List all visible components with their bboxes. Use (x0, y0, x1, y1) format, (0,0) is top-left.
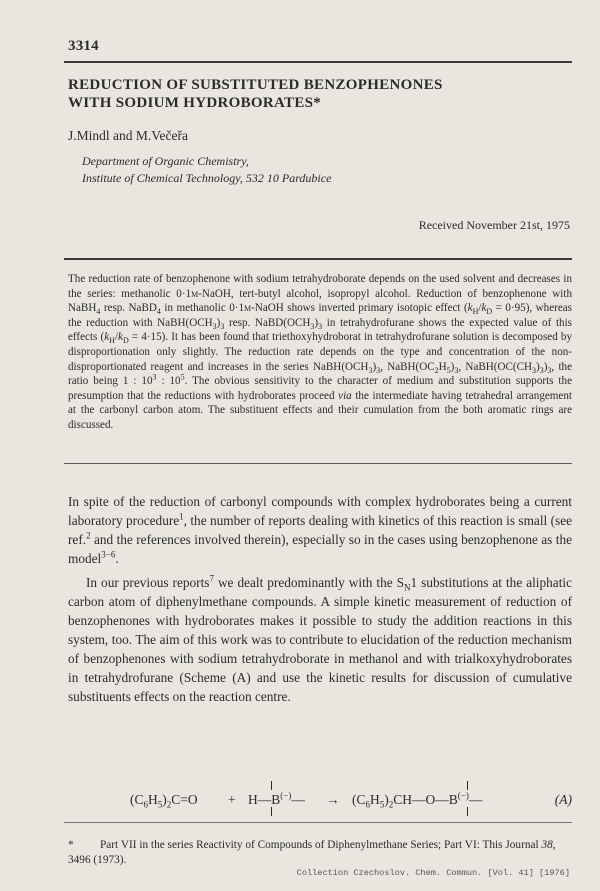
footnote-rule (64, 822, 572, 823)
title-line-2: WITH SODIUM HYDROBORATES* (68, 95, 322, 111)
eq-plus: + (228, 792, 236, 807)
scheme-a-equation (130, 776, 572, 816)
article-title (68, 76, 538, 112)
eq-product: $(C_6H_5)_2CH—O—B^{(-)}—$ (352, 790, 483, 810)
header-rule (64, 61, 572, 63)
affiliation-line-2: Institute of Chemical Technology, 532 10 Pardubice (82, 171, 332, 185)
footnote-mark: * (68, 839, 74, 851)
eq-reactant: $(C_6H_5)_2C=O$ (130, 792, 198, 810)
footnote-text: Part VII in the series Reactivity of Compounds of Diphenylmethane Series; Part VI: This Journal 38, 3496 (1973). (68, 839, 556, 866)
eq-arrow: → (326, 792, 340, 807)
footnote (68, 838, 572, 868)
abstract-bottom-rule (64, 463, 572, 464)
authors: J.Mindl and M.Večeřa (68, 128, 188, 143)
eq-label: (A) (554, 792, 572, 807)
page-number: 3314 (68, 38, 99, 54)
abstract-text: The reduction rate of benzophenone with sodium tetrahydroborate depends on the used solvent and decreases in the series: methanolic 0·1 (68, 273, 572, 300)
affiliation (82, 153, 331, 187)
journal-citation: Collection Czechoslov. Chem. Commun. [Vol. 41] [1976] (296, 868, 570, 878)
abstract: The reduction rate of benzophenone with sodium tetrahydroborate depends on the used solvent and decreases in the series: methanolic 0·1m-NaOH, tert-butyl alcohol, isopropyl alcohol. Reduction of benzophenone with NaBH$_4$ resp. NaBD$_4$ in methanolic 0·1m-NaOH shows inverted primary isotopic effect $(k_H/k_D = 0\cdot 95)$, whereas the reduction with $NaBH(OCH_3)_3$ resp. $NaBD(OCH_3)_3$ in tetrahydrofurane shows the expected value of this effects $(k_H/k_D = 4\cdot 15)$. It has been found that triethoxyhydroborat in tetrahydrofurane solution is decomposed by disproportionation only slightly. The reduction rate depends on the type and concentration of the non-disproportionated reagent and increases in the series $NaBH(OCH_3)_3$, $NaBH(OC_2H_5)_3$, $NaBH(OC(CH_3)_3)_3$, the ratio being 1 : $10^3$ : $10^5$. The obvious sensitivity to the character of medium and substitution supports the presumption that the reductions with hydroborates proceed via the intermediate having tetrahedral arrangement at the carbonyl carbon atom. The substituent effects and their cumulation from the both aromatic rings are discussed. (68, 273, 573, 431)
body-text (68, 492, 572, 706)
abstract-top-rule (64, 258, 572, 260)
paragraph-1: In spite of the reduction of carbonyl compounds with complex hydroborates being a current laboratory procedure$^1$, the number of reports dealing with kinetics of this reaction is small (see ref.$^2$ and the references involved therein), especially so in the cases using benzophenone as the model$^{3-6}$. (68, 494, 572, 566)
eq-reagent: H—B(−)— (248, 790, 305, 807)
received-date: Received November 21st, 1975 (418, 218, 570, 232)
affiliation-line-1: Department of Organic Chemistry, (82, 154, 249, 168)
title-line-1: REDUCTION OF SUBSTITUTED BENZOPHENONES (68, 77, 443, 93)
paragraph-2: In our previous reports$^7$ we dealt predominantly with the $S_N1$ substitutions at the aliphatic carbon atom of diphenylmethane compounds. A simple kinetic measurement of reduction of benzophenones with hydroborates makes it possible to study the addition reactions in this system, too. The aim of this work was to contribute to elucidation of the reduction mechanism of benzophenones with sodium tetrahydroborate in methanol and with trialkoxyhydroborates in tetrahydrofurane (Scheme (A) and use the kinetic results for discussion of cumulative substituents effects on the reaction centre. (68, 573, 572, 704)
